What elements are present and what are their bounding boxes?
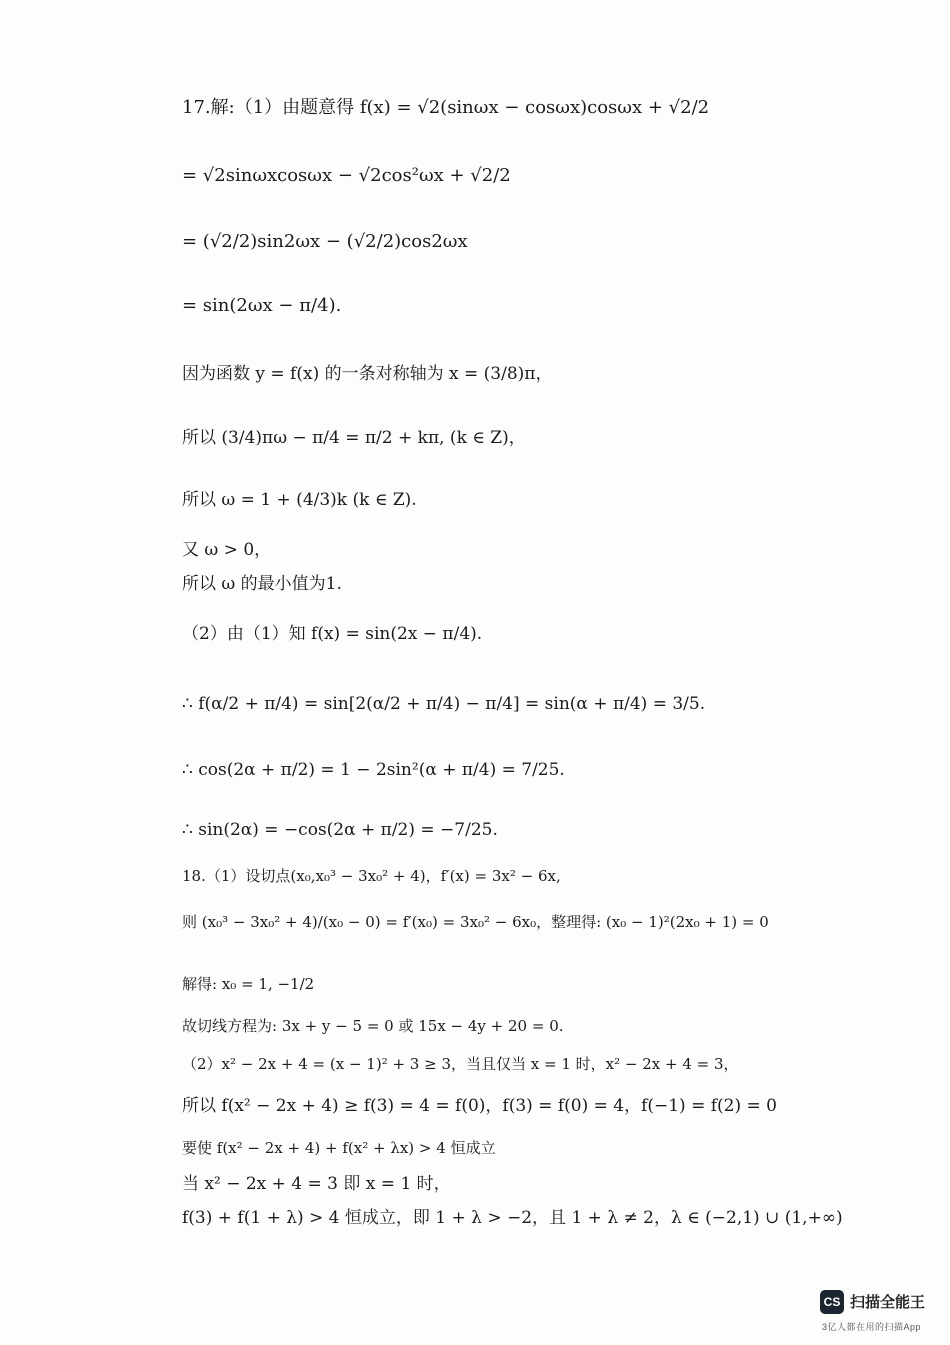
scanner-watermark xyxy=(818,1288,938,1336)
solution-line-14: 18.（1）设切点(x₀,x₀³ − 3x₀² + 4)，f′(x) = 3x² − 6x, xyxy=(182,867,561,885)
solution-line-17: 故切线方程为: 3x + y − 5 = 0 或 15x − 4y + 20 = 0. xyxy=(182,1017,564,1035)
solution-line-20: 要使 f(x² − 2x + 4) + f(x² + λx) > 4 恒成立 xyxy=(182,1139,496,1157)
solution-line-11: ∴ f(α/2 + π/4) = sin[2(α/2 + π/4) − π/4] = sin(α + π/4) = 3/5. xyxy=(182,694,706,714)
solution-line-18: （2）x² − 2x + 4 = (x − 1)² + 3 ≥ 3，当且仅当 x = 1 时，x² − 2x + 4 = 3， xyxy=(182,1055,739,1073)
scanner-tagline: 3亿人都在用的扫描App xyxy=(822,1322,922,1332)
solution-line-1: 17.解:（1）由题意得 f(x) = √2(sinωx − cosωx)cosωx + √2/2 xyxy=(182,97,710,118)
solution-line-21: 当 x² − 2x + 4 = 3 即 x = 1 时， xyxy=(182,1174,451,1194)
solution-line-8: 又 ω > 0， xyxy=(182,540,272,560)
solution-line-13: ∴ sin(2α) = −cos(2α + π/2) = −7/25. xyxy=(182,820,498,840)
scanner-brand-name: 扫描全能王 xyxy=(850,1294,926,1311)
solution-line-3: = (√2/2)sin2ωx − (√2/2)cos2ωx xyxy=(182,231,468,252)
solution-line-15: 则 (x₀³ − 3x₀² + 4)/(x₀ − 0) = f′(x₀) = 3x₀² − 6x₀，整理得: (x₀ − 1)²(2x₀ + 1) = 0 xyxy=(182,913,769,931)
solution-line-9: 所以 ω 的最小值为1. xyxy=(182,574,342,594)
solution-line-6: 所以 (3/4)πω − π/4 = π/2 + kπ, (k ∈ Z)， xyxy=(182,428,526,448)
solution-line-19: 所以 f(x² − 2x + 4) ≥ f(3) = 4 = f(0)，f(3) = f(0) = 4，f(−1) = f(2) = 0 xyxy=(182,1096,777,1116)
solution-line-12: ∴ cos(2α + π/2) = 1 − 2sin²(α + π/4) = 7/25. xyxy=(182,760,565,780)
solution-line-7: 所以 ω = 1 + (4/3)k (k ∈ Z). xyxy=(182,490,417,510)
solution-line-16: 解得: x₀ = 1, −1/2 xyxy=(182,975,315,993)
solution-line-4: = sin(2ωx − π/4). xyxy=(182,295,342,316)
solution-line-22: f(3) + f(1 + λ) > 4 恒成立，即 1 + λ > −2，且 1 + λ ≠ 2，λ ∈ (−2,1) ∪ (1,+∞) xyxy=(182,1208,843,1228)
camscanner-logo-icon: CS xyxy=(820,1290,844,1314)
solution-line-10: （2）由（1）知 f(x) = sin(2x − π/4). xyxy=(182,624,483,644)
solution-line-5: 因为函数 y = f(x) 的一条对称轴为 x = (3/8)π， xyxy=(182,364,553,384)
solution-line-2: = √2sinωxcosωx − √2cos²ωx + √2/2 xyxy=(182,165,511,186)
